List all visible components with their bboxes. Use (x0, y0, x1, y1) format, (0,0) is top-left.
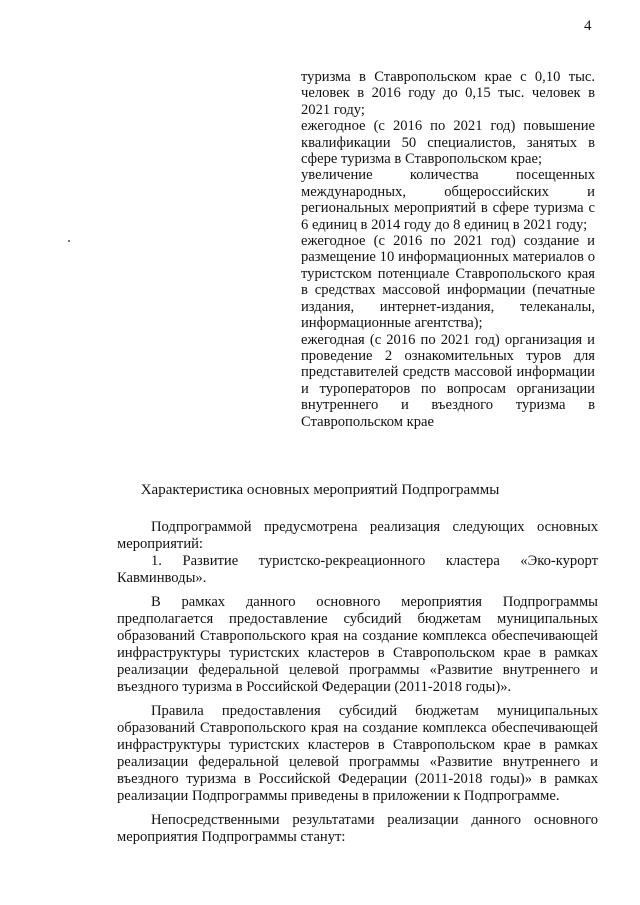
target-indicator-item: туризма в Ставропольском крае с 0,10 тыс. человек в 2016 году до 0,15 тыс. человек в 2021 году; (301, 69, 595, 118)
body-paragraph: Правила предоставления субсидий бюджетам муниципальных образований Ставропольского края на создание комплекса обеспечивающей инфраструктуры туристских кластеров в Ставропольском крае в рамках реализации федеральной целевой программы «Развитие внутреннего и въездного туризма в Российской Федерации (2011-2018 годы)» в рамках реализации Подпрограммы приведены в приложении к Подпрограмме. (117, 703, 598, 804)
page-number: 4 (584, 18, 592, 34)
target-indicator-item: ежегодная (с 2016 по 2021 год) организация и проведение 2 ознакомительных туров для представителей средств массовой информации и туроператоров по вопросам организации внутреннего и въездного туризма в Ставропольском крае (301, 331, 595, 430)
target-indicators-list (301, 69, 595, 430)
target-indicator-item: ежегодное (с 2016 по 2021 год) повышение квалификации 50 специалистов, занятых в сфере туризма в Ставропольском крае; (301, 118, 595, 168)
body-paragraph: Подпрограммой предусмотрена реализация следующих основных мероприятий: (117, 519, 598, 552)
body-paragraph: 1. Развитие туристско-рекреационного кластера «Эко-курорт Кавминводы». (117, 553, 598, 586)
scan-speck (68, 240, 70, 242)
body-paragraph: Непосредственными результатами реализации данного основного мероприятия Подпрограммы станут: (117, 812, 598, 845)
target-indicator-item: увеличение количества посещенных международных, общероссийских и региональных мероприятий в сфере туризма с 6 единиц в 2014 году до 8 единиц в 2021 году; (301, 167, 595, 233)
target-indicator-item: ежегодное (с 2016 по 2021 год) создание и размещение 10 информационных материалов о туристском потенциале Ставропольского края в средствах массовой информации (печатные издания, интернет-издания, телеканалы, информационные агентства); (301, 233, 595, 332)
section-body (117, 519, 598, 846)
section-heading: Характеристика основных мероприятий Подпрограммы (140, 482, 500, 498)
body-paragraph: В рамках данного основного мероприятия Подпрограммы предполагается предоставление субсидий бюджетам муниципальных образований Ставропольского края на создание комплекса обеспечивающей инфраструктуры туристских кластеров в Ставропольском крае в рамках реализации федеральной целевой программы «Развитие внутреннего и въездного туризма в Российской Федерации (2011-2018 годы)». (117, 594, 598, 695)
